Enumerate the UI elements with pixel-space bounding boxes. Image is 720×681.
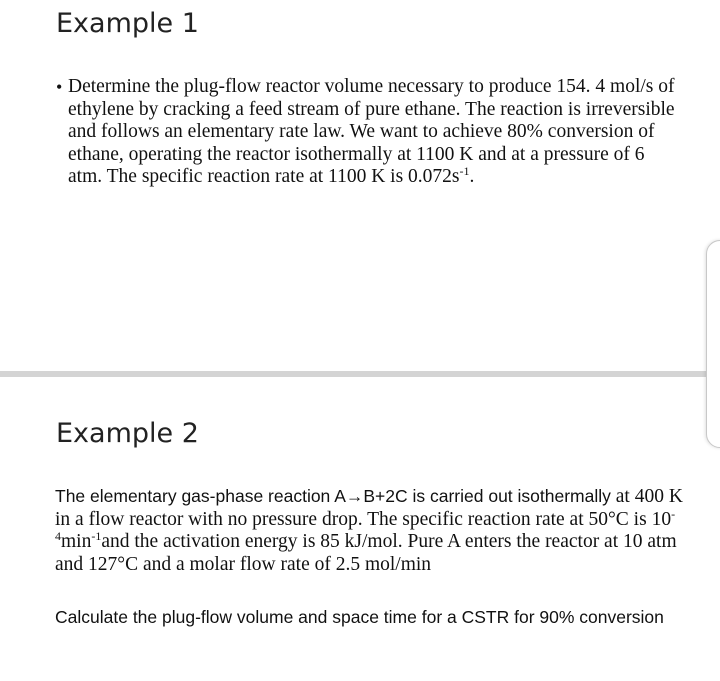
problem-lead: The elementary gas-phase reaction A→B+2C is carried out isothermally	[55, 486, 611, 506]
bullet-paragraph	[56, 76, 676, 189]
problem-part-a: at 400 K in a flow reactor with no pressure drop. The specific reaction rate at 50°C is 10	[55, 486, 683, 530]
problem-text	[68, 76, 676, 189]
slide-title: Example 2	[56, 418, 199, 449]
problem-part-b: min	[61, 531, 92, 552]
problem-text-end: .	[469, 166, 475, 187]
slide-example-2	[0, 377, 720, 681]
problem-paragraph	[55, 485, 685, 576]
side-panel-tab[interactable]	[706, 240, 720, 448]
problem-text-main: Determine the plug-flow reactor volume necessary to produce 154. 4 mol/s of ethylene by cracking a feed stream of pure ethane. The reaction is irreversible and follows an elementary rate law. We want to achieve 80% conversion of ethane, operating the reactor isothermally at 1100 K and at a pressure of 6 atm. The specific reaction rate at 1100 K is 0.072s	[68, 76, 675, 187]
question-paragraph: Calculate the plug-flow volume and space time for a CSTR for 90% conversion	[55, 607, 664, 627]
problem-part-c: and the activation energy is 85 kJ/mol. Pure A enters the reactor at 10 atm and 127°C and a molar flow rate of 2.5 mol/min	[55, 531, 677, 575]
rate-exponent: -1	[459, 164, 470, 178]
slide-title: Example 1	[56, 8, 199, 39]
rate-exponent-2: -1	[91, 529, 102, 543]
bullet-dot: •	[56, 77, 63, 97]
rate-exponent-1: -4	[55, 506, 676, 543]
